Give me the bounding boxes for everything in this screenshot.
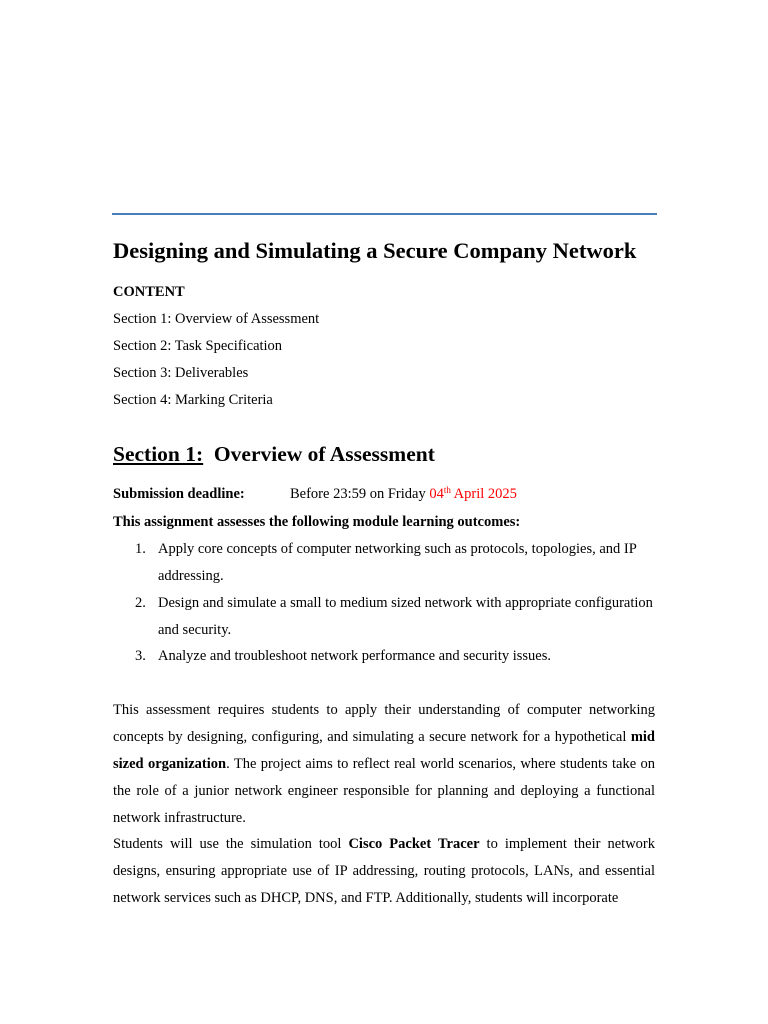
- document-title: Designing and Simulating a Secure Company Network: [113, 238, 637, 263]
- deadline-ordinal-suffix: th: [443, 485, 451, 495]
- contents-item-section-4: Section 4: Marking Criteria: [113, 392, 273, 408]
- contents-item-section-1: Section 1: Overview of Assessment: [113, 311, 320, 327]
- overview-paragraph-2: [113, 831, 655, 912]
- contents-heading: CONTENT: [113, 284, 185, 300]
- deadline-month-year: April 2025: [450, 486, 517, 502]
- paragraph-emphasis: mid sized organization: [113, 728, 655, 772]
- paragraph-emphasis: Cisco Packet Tracer: [348, 836, 480, 852]
- paragraph-text: to implement their network designs, ensuring appropriate use of IP addressing, routing protocols, LANs, and essential network services such as DHCP, DNS, and FTP. Additionally, students will incorporate: [113, 836, 655, 906]
- section-1-number: Section 1:: [113, 442, 204, 466]
- outcomes-intro: This assignment assesses the following module learning outcomes:: [113, 514, 521, 530]
- outcome-number: 1.: [135, 541, 146, 557]
- header-rule: [112, 213, 657, 215]
- outcome-number: 2.: [135, 595, 146, 611]
- contents-item-section-3: Section 3: Deliverables: [113, 365, 249, 381]
- deadline-label: Submission deadline:: [113, 486, 245, 502]
- paragraph-text: . The project aims to reflect real world scenarios, where students take on the role of a junior network engineer responsible for planning and deploying a functional network infrastructure.: [113, 755, 655, 826]
- outcome-text: Apply core concepts of computer networking such as protocols, topologies, and IP addressing.: [158, 541, 637, 584]
- overview-paragraph-1: [113, 697, 655, 832]
- deadline-prefix: Before 23:59 on Friday: [290, 486, 430, 502]
- section-1-title: Overview of Assessment: [213, 442, 435, 466]
- contents-item-section-2: Section 2: Task Specification: [113, 338, 283, 354]
- deadline-day: 04: [429, 486, 444, 502]
- outcome-text: Analyze and troubleshoot network performance and security issues.: [158, 648, 551, 664]
- paragraph-text: This assessment requires students to apply their understanding of computer networking concepts by designing, configuring, and simulating a secure network for a hypothetical: [113, 702, 655, 745]
- deadline-date: [429, 486, 517, 502]
- outcome-number: 3.: [135, 648, 146, 664]
- deadline-value: [290, 486, 517, 503]
- section-1-heading: [113, 442, 435, 467]
- paragraph-text: Students will use the simulation tool: [113, 836, 349, 852]
- outcome-text: Design and simulate a small to medium sized network with appropriate configuration and security.: [158, 595, 653, 638]
